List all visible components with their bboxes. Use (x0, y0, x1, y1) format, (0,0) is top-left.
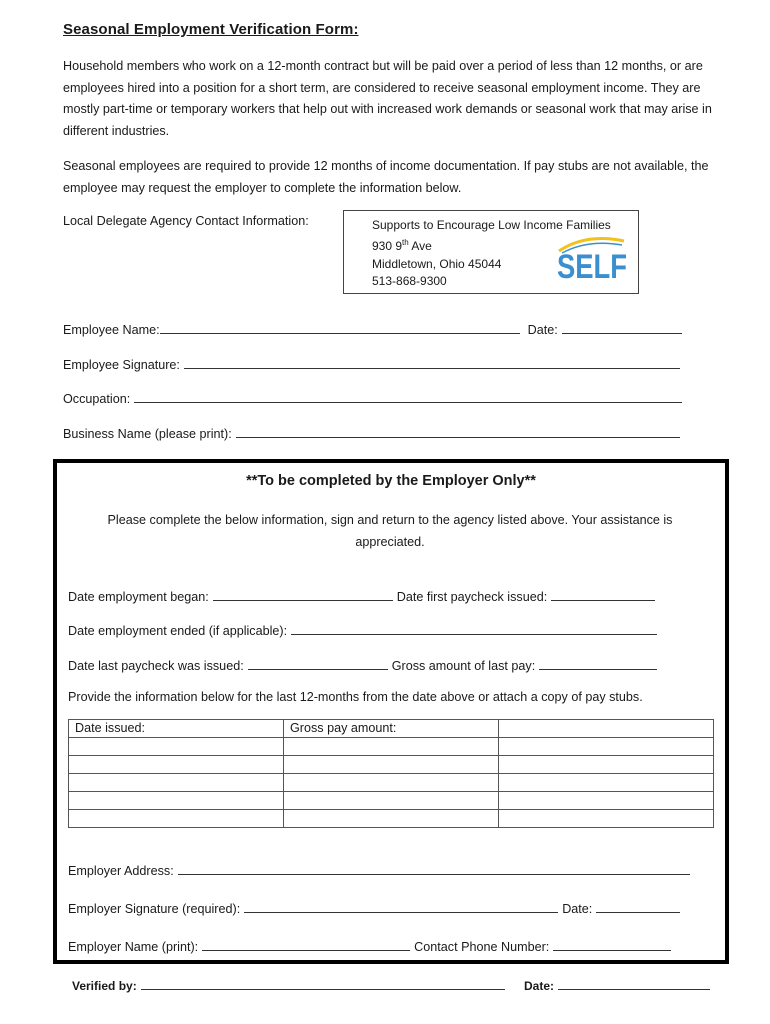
table-cell[interactable] (499, 738, 714, 756)
employer-signature-label: Employer Signature (required): (68, 902, 241, 916)
employer-name-row (68, 937, 671, 954)
agency-phone: 513-868-9300 (372, 273, 447, 288)
gross-last-pay-field[interactable] (539, 656, 657, 670)
table-cell[interactable] (499, 810, 714, 828)
date-began-field[interactable] (213, 587, 393, 601)
pay-stub-table (68, 719, 714, 828)
verified-by-label: Verified by: (72, 979, 137, 993)
occupation-field[interactable] (134, 389, 682, 403)
employee-date-label: Date: (527, 323, 558, 337)
employer-address-label: Employer Address: (68, 864, 174, 878)
employment-ended-row (68, 621, 657, 638)
occupation-label: Occupation: (63, 392, 131, 406)
first-paycheck-label: Date first paycheck issued: (396, 590, 548, 604)
employee-signature-field[interactable] (184, 355, 680, 369)
occupation-row (63, 389, 682, 406)
employer-address-field[interactable] (178, 861, 690, 875)
documentation-paragraph: Seasonal employees are required to provide 12 months of income documentation. If pay stubs are not available, the employee may request the employer to complete the information below. (63, 159, 709, 195)
gross-last-pay-label: Gross amount of last pay: (391, 659, 536, 673)
business-name-field[interactable] (236, 424, 680, 438)
logo-text: SELF (557, 248, 627, 286)
table-row (69, 792, 714, 810)
contact-phone-field[interactable] (553, 937, 671, 951)
employer-signature-row (68, 899, 680, 916)
employee-signature-row (63, 355, 680, 372)
employee-name-label: Employee Name: (63, 323, 160, 337)
table-cell[interactable] (284, 738, 499, 756)
table-cell[interactable] (284, 774, 499, 792)
table-cell[interactable] (499, 774, 714, 792)
date-began-label: Date employment began: (68, 590, 209, 604)
agency-name: Supports to Encourage Low Income Families (372, 218, 611, 232)
employer-instructions: Please complete the below information, sign and return to the agency listed above. Your assistance is appreciated. (107, 513, 673, 549)
table-cell[interactable] (69, 774, 284, 792)
employer-name-label: Employer Name (print): (68, 940, 199, 954)
street-suffix: th (402, 238, 409, 248)
self-logo (556, 231, 628, 286)
street-number: 930 9 (372, 239, 403, 254)
table-row (69, 756, 714, 774)
date-ended-label: Date employment ended (if applicable): (68, 624, 288, 638)
employer-date-label: Date: (562, 902, 593, 916)
employment-began-row (68, 587, 655, 604)
employee-name-field[interactable] (160, 320, 520, 334)
table-cell[interactable] (499, 756, 714, 774)
table-cell[interactable] (69, 810, 284, 828)
employer-date-field[interactable] (596, 899, 680, 913)
date-issued-header: Date issued: (69, 720, 284, 738)
verified-by-row (72, 976, 505, 993)
provide-info-text: Provide the information below for the last 12-months from the date above or attach a copy of pay stubs. (68, 690, 643, 704)
table-cell[interactable] (499, 792, 714, 810)
verified-date-label: Date: (524, 979, 555, 993)
business-name-label: Business Name (please print): (63, 427, 232, 441)
verified-by-field[interactable] (141, 976, 505, 990)
table-cell[interactable] (69, 756, 284, 774)
table-row (69, 810, 714, 828)
employer-address-row (68, 861, 690, 878)
last-paycheck-field[interactable] (248, 656, 388, 670)
verified-date-field[interactable] (558, 976, 710, 990)
contact-phone-label: Contact Phone Number: (414, 940, 550, 954)
first-paycheck-field[interactable] (551, 587, 655, 601)
agency-city: Middletown, Ohio 45044 (372, 256, 502, 271)
extra-header (499, 720, 714, 738)
last-paycheck-label: Date last paycheck was issued: (68, 659, 244, 673)
table-cell[interactable] (69, 792, 284, 810)
employee-signature-label: Employee Signature: (63, 358, 180, 372)
table-header-row (69, 720, 714, 738)
table-cell[interactable] (284, 792, 499, 810)
table-row (69, 738, 714, 756)
table-cell[interactable] (284, 756, 499, 774)
table-cell[interactable] (69, 738, 284, 756)
employer-section (53, 459, 729, 964)
agency-contact-label: Local Delegate Agency Contact Information: (63, 214, 309, 228)
gross-pay-header: Gross pay amount: (284, 720, 499, 738)
table-row (69, 774, 714, 792)
last-paycheck-row (68, 656, 657, 673)
street-name: Ave (408, 239, 432, 254)
employee-name-row (63, 320, 682, 337)
employer-name-field[interactable] (202, 937, 410, 951)
employer-signature-field[interactable] (244, 899, 558, 913)
business-name-row (63, 424, 680, 441)
employee-date-field[interactable] (562, 320, 682, 334)
employer-section-heading: **To be completed by the Employer Only** (246, 473, 536, 489)
verified-date-row (524, 976, 710, 993)
intro-paragraph: Household members who work on a 12-month contract but will be paid over a period of less than 12 months, or are employees hired into a position for a short term, are considered to receive seasonal employment income. They are mostly part-time or temporary workers that help out with increased work demands or seasonal work that may arise in different industries. (63, 59, 712, 138)
date-ended-field[interactable] (291, 621, 657, 635)
agency-contact-box (343, 210, 639, 294)
form-title: Seasonal Employment Verification Form: (63, 21, 359, 38)
table-cell[interactable] (284, 810, 499, 828)
